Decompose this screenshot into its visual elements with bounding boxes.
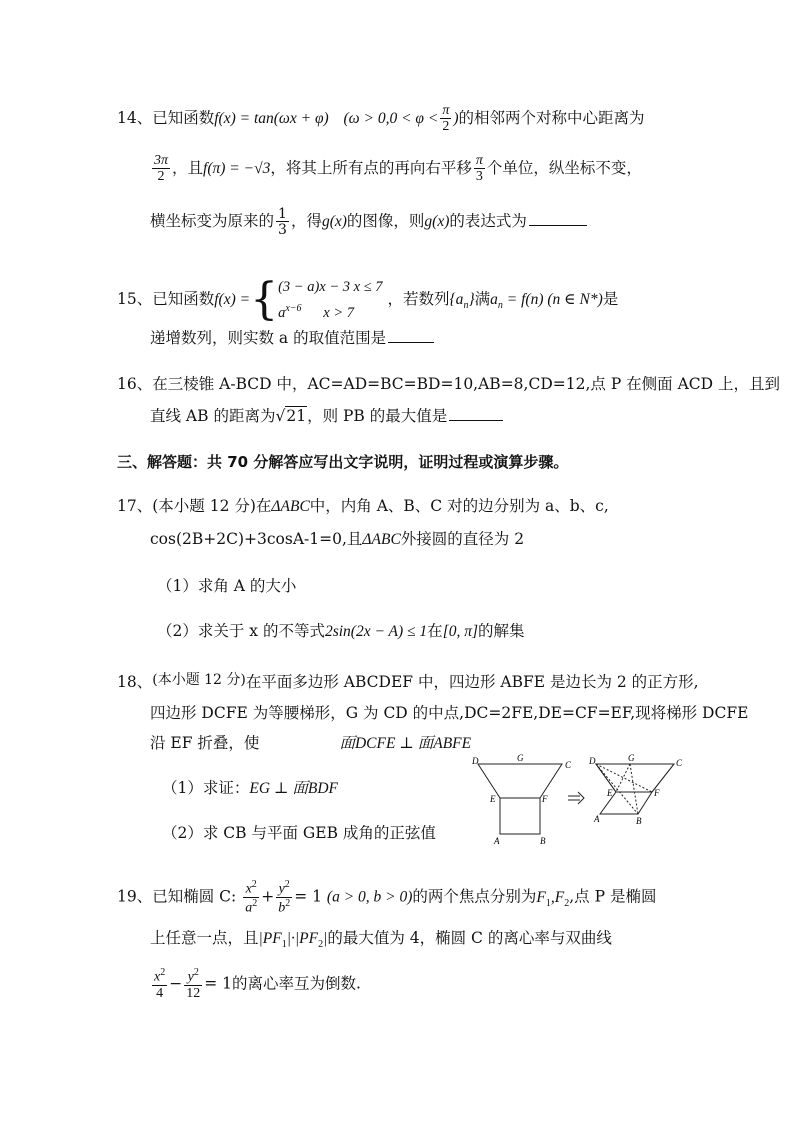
answer-blank[interactable] — [449, 404, 503, 421]
fig-label-A: A — [494, 836, 500, 846]
q19-line2: 上任意一点，且$|PF_1|\cdot|PF_2|$的最大值为 4，椭圆 C 的离心率与双曲线 — [150, 929, 612, 951]
fig-label-D: D — [472, 756, 479, 766]
fig-label-C2: C — [676, 758, 683, 768]
folding-figure — [470, 752, 690, 852]
q18-line3: 沿 EF 折叠，使 面DCFE ⊥ 面ABFE — [150, 734, 472, 752]
q14-line2: $\frac{3\pi}{2}$ ，且f(π) = −√3，将其上所有点的再向右平移 $\frac{\pi}{3}$ 个单位，纵坐标不变， — [154, 153, 642, 184]
fig-label-E2: E — [607, 788, 613, 798]
fig-label-C: C — [565, 760, 572, 770]
fig-label-G: G — [517, 753, 524, 763]
q16-line2: 直线 AB 的距离为√21，则 PB 的最大值是 — [150, 404, 503, 428]
q18-part1: （1）求证：EG ⊥ 面BDF — [162, 779, 338, 797]
q17-line2: cos(2B+2C)+3cosA-1=0,且ΔABC外接圆的直径为 2 — [150, 530, 525, 548]
q19-line1: 19、已知椭圆 C: $\frac{x^2}{a^2}$ + $\frac{y^2}{b^2}$ = 1 (a > 0, b > 0)的两个焦点分别为$F_1,F_2$,点 P 是椭圆 — [117, 879, 657, 916]
fig-label-G2: G — [628, 753, 635, 763]
fig-label-D2: D — [589, 756, 596, 766]
q15-line1: 15、已知函数f(x) ={ (3 − a)x − 3 x ≤ 7 $a^{x-6}$ x > 7 ，若数列$\{a_n\}$满$a_n = f(n)$ (n ∈ N*)是 — [117, 273, 619, 325]
q17-part2: （2）求关于 x 的不等式2sin(2x − A) ≤ 1在[0, π]的解集 — [157, 622, 525, 640]
piecewise-cases: (3 − a)x − 3 x ≤ 7 $a^{x-6}$ x > 7 — [278, 279, 383, 321]
transform-arrow-icon — [568, 792, 584, 804]
q16-line1: 16、在三棱锥 A-BCD 中，AC=AD=BC=BD=10,AB=8,CD=12,点 P 在侧面 ACD 上，且到 — [117, 375, 781, 393]
fig-label-E: E — [490, 794, 496, 804]
q17-part1: （1）求角 A 的大小 — [157, 577, 297, 595]
section-heading: 三、解答题：共 70 分解答应写出文字说明，证明过程或演算步骤。 — [117, 453, 569, 471]
q19-line3: $\frac{x^2}{4}$ − $\frac{y^2}{12}$ = 1的离心率互为倒数. — [154, 967, 361, 1001]
fig-label-B: B — [540, 836, 546, 846]
fig-label-B2: B — [636, 816, 642, 826]
q14-line3: 横坐标变为原来的 $\frac{1}{3}$ ，得g(x)的图像，则g(x)的表达式为 — [150, 207, 587, 237]
fig-label-F2: F — [654, 788, 660, 798]
fig-label-A2: A — [594, 814, 600, 824]
fig-label-F: F — [542, 794, 548, 804]
answer-blank[interactable] — [388, 326, 434, 343]
q18-line1: 18、(本小题 12 分)在平面多边形 ABCDEF 中，四边形 ABFE 是边长为 2 的正方形, — [117, 672, 699, 691]
brace-symbol: { — [250, 273, 279, 325]
answer-blank[interactable] — [529, 209, 587, 226]
q18-part2: （2）求 CB 与平面 GEB 成角的正弦值 — [162, 824, 436, 842]
q17-line1: 17、(本小题 12 分)在ΔABC中，内角 A、B、C 对的边分别为 a、b、c, — [117, 497, 609, 515]
q15-line2: 递增数列，则实数 a 的取值范围是 — [150, 326, 434, 350]
q14-line1: 14、已知函数f(x) = tan(ωx + φ) (ω > 0,0 < φ < $\frac{\pi}{2}$ )的相邻两个对称中心距离为 — [117, 103, 645, 134]
q18-line2: 四边形 DCFE 为等腰梯形，G 为 CD 的中点,DC=2FE,DE=CF=EF,现将梯形 DCFE — [150, 704, 749, 722]
